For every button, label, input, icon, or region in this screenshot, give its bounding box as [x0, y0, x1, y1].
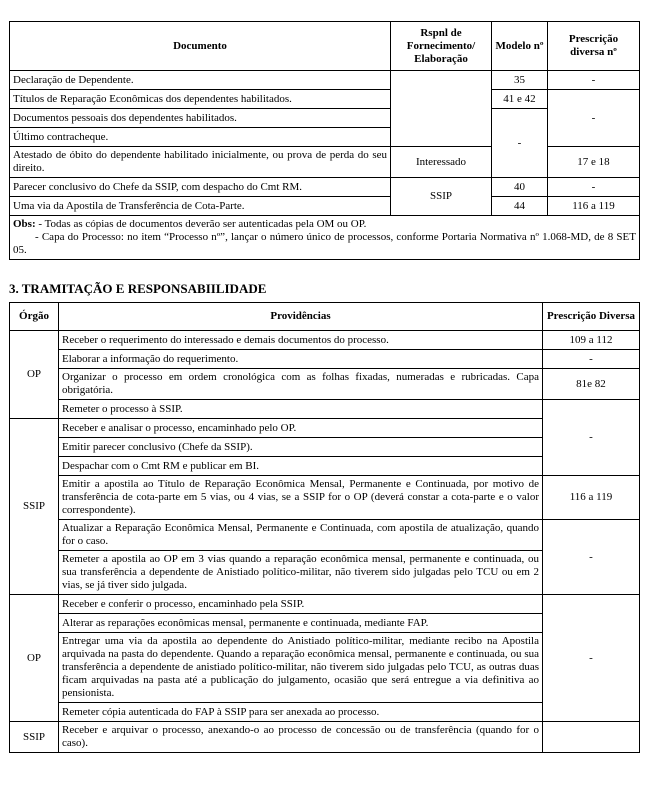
modelo-cell: 41 e 42 — [492, 90, 548, 109]
doc-cell: Atestado de óbito do dependente habilitado inicialmente, ou prova de perda do seu direito. — [10, 147, 391, 178]
obs-line-2: - Capa do Processo: no item “Processo nº”, lançar o número único de processos, conforme Portaria Normativa nº 1.068-MD, de 8 SET 05. — [13, 231, 636, 256]
doc-cell: Parecer conclusivo do Chefe da SSIP, com despacho do Cmt RM. — [10, 178, 391, 197]
modelo-cell: 35 — [492, 71, 548, 90]
doc-cell: Uma via da Apostila de Transferência de Cota-Parte. — [10, 197, 391, 216]
providencia-cell: Receber e conferir o processo, encaminhado pela SSIP. — [59, 595, 543, 614]
header-documento: Documento — [10, 22, 391, 71]
table-row — [10, 197, 640, 216]
documents-table — [9, 21, 640, 260]
obs-label: Obs: — [13, 218, 36, 230]
table-row — [10, 109, 640, 128]
providencia-cell: Receber e arquivar o processo, anexando-o ao processo de concessão ou de transferência (quando for o caso). — [59, 722, 543, 753]
providencia-cell: Receber e analisar o processo, encaminhado pelo OP. — [59, 419, 543, 438]
presc-cell: 81e 82 — [543, 369, 640, 400]
presc-cell: - — [543, 595, 640, 722]
presc-cell: - — [543, 350, 640, 369]
presc-cell-empty — [543, 722, 640, 753]
header-prescricao: Prescrição Diversa — [543, 303, 640, 331]
orgao-cell: SSIP — [10, 722, 59, 753]
orgao-cell: SSIP — [10, 419, 59, 595]
providencia-cell: Remeter o processo à SSIP. — [59, 400, 543, 419]
procedures-table — [9, 302, 640, 753]
header-modelo: Modelo nº — [492, 22, 548, 71]
providencia-cell: Remeter a apostila ao OP em 3 vias quando a reparação econômica mensal, permanente e continuada, ou sua transferência a dependente de Anistiado político-militar, não tiverem sido julgadas pelo TCU ou em 2 vias, se já tiver sido julgada. — [59, 551, 543, 595]
doc-cell: Documentos pessoais dos dependentes habilitados. — [10, 109, 391, 128]
doc-cell: Último contracheque. — [10, 128, 391, 147]
providencia-cell: Entregar uma via da apostila ao dependente do Anistiado político-militar, mediante recibo na Apostila arquivada na pasta do dependente. Quando a reparação econômica mensal, permanente e continuada, ou sua transferência a dependente de anistiado político-militar, não tiverem sido julgadas pelo TCU, as outras duas ficam arquivadas na pasta até a publicação do julgamento, ocasião que será entregue a via definitiva ao pensionista. — [59, 633, 543, 703]
providencia-cell: Alterar as reparações econômicas mensal, permanente e continuada, mediante FAP. — [59, 614, 543, 633]
providencia-cell: Elaborar a informação do requerimento. — [59, 350, 543, 369]
providencia-cell: Emitir a apostila ao Título de Reparação Econômica Mensal, Permanente e Continuada, por motivo de transferência de cota-parte em 5 vias, ou 4 vias, se a SSIP for o OP (deverá constar a cota-parte e o valor correspondente). — [59, 476, 543, 520]
doc-cell: Declaração de Dependente. — [10, 71, 391, 90]
providencia-cell: Organizar o processo em ordem cronológica com as folhas fixadas, numeradas e rubricadas. Capa obrigatória. — [59, 369, 543, 400]
presc-cell: - — [548, 178, 640, 197]
presc-cell: 116 a 119 — [543, 476, 640, 520]
providencia-cell: Emitir parecer conclusivo (Chefe da SSIP). — [59, 438, 543, 457]
header-rspnl: Rspnl de Fornecimento/ Elaboração — [391, 22, 492, 71]
presc-cell: - — [548, 90, 640, 147]
presc-cell: - — [543, 520, 640, 595]
presc-cell: - — [548, 71, 640, 90]
table-row — [10, 722, 640, 753]
table-row — [10, 71, 640, 90]
providencia-cell: Atualizar a Reparação Econômica Mensal, Permanente e Continuada, com apostila de atualização, quando for o caso. — [59, 520, 543, 551]
table-row — [10, 595, 640, 614]
section-title: 3. TRAMITAÇÃO E RESPONSABIILIDADE — [9, 281, 267, 296]
providencia-cell: Remeter cópia autenticada do FAP à SSIP para ser anexada ao processo. — [59, 703, 543, 722]
table-row — [10, 331, 640, 350]
obs-line-1: - Todas as cópias de documentos deverão ser autenticadas pela OM ou OP. — [35, 218, 367, 230]
presc-cell: 109 a 112 — [543, 331, 640, 350]
table-row — [10, 178, 640, 197]
rspnl-cell-empty — [391, 71, 492, 147]
rspnl-cell: SSIP — [391, 178, 492, 216]
table-row — [10, 476, 640, 520]
presc-cell: 17 e 18 — [548, 147, 640, 178]
table-row — [10, 350, 640, 369]
table-row — [10, 90, 640, 109]
obs-cell — [10, 216, 640, 260]
orgao-cell: OP — [10, 331, 59, 419]
table-row — [10, 369, 640, 400]
table-row — [10, 400, 640, 419]
header-prescricao: Prescrição diversa nº — [548, 22, 640, 71]
table-row — [10, 520, 640, 551]
modelo-cell: 44 — [492, 197, 548, 216]
obs-row — [10, 216, 640, 260]
providencia-cell: Despachar com o Cmt RM e publicar em BI. — [59, 457, 543, 476]
rspnl-cell: Interessado — [391, 147, 492, 178]
providencia-cell: Receber o requerimento do interessado e demais documentos do processo. — [59, 331, 543, 350]
modelo-cell: - — [492, 109, 548, 178]
doc-cell: Títulos de Reparação Econômicas dos dependentes habilitados. — [10, 90, 391, 109]
header-orgao: Órgão — [10, 303, 59, 331]
presc-cell: 116 a 119 — [548, 197, 640, 216]
modelo-cell: 40 — [492, 178, 548, 197]
header-providencias: Providências — [59, 303, 543, 331]
orgao-cell: OP — [10, 595, 59, 722]
presc-cell: - — [543, 400, 640, 476]
